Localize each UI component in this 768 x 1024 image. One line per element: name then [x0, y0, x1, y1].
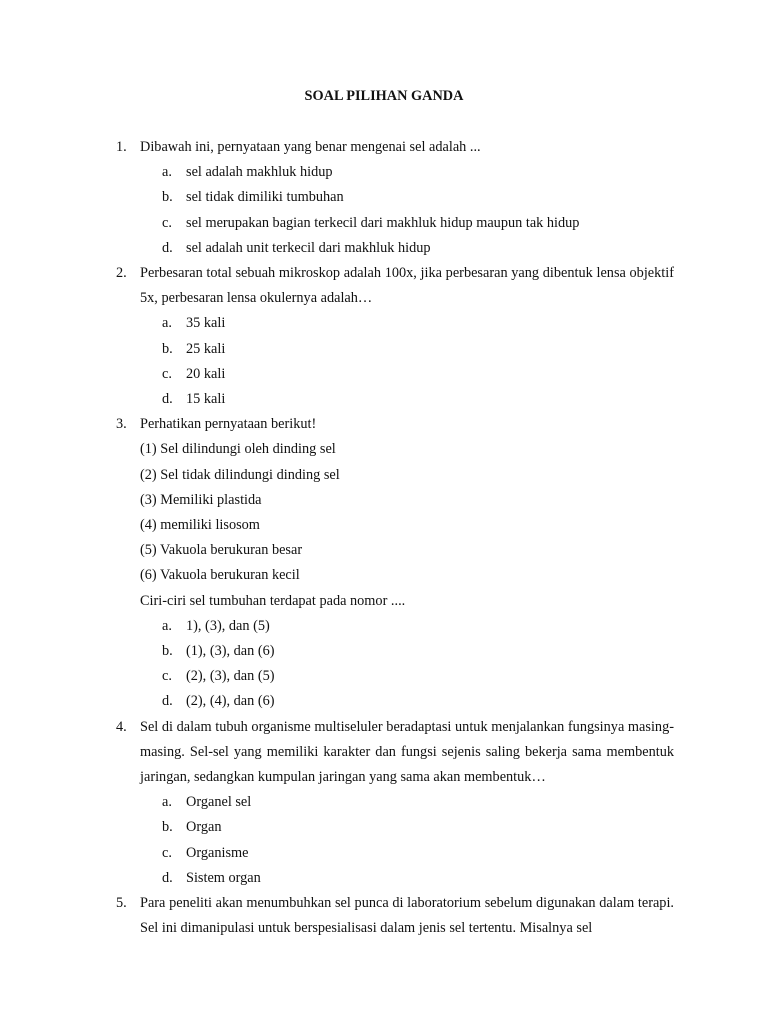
- option-text: sel adalah unit terkecil dari makhluk hidup: [186, 239, 431, 256]
- option-d: [162, 866, 674, 891]
- option-letter: a.: [162, 794, 172, 811]
- option-text: 20 kali: [186, 365, 226, 382]
- option-c: [162, 664, 674, 689]
- option-a: [162, 614, 674, 639]
- statement-6: (6) Vakuola berukuran kecil: [140, 567, 300, 584]
- option-d: [162, 236, 674, 261]
- option-letter: c.: [162, 365, 172, 382]
- question-prompt: Ciri-ciri sel tumbuhan terdapat pada nomor ....: [140, 592, 406, 609]
- option-letter: a.: [162, 164, 172, 181]
- option-d: [162, 387, 674, 412]
- option-letter: a.: [162, 315, 172, 332]
- option-c: [162, 362, 674, 387]
- question-4: [116, 715, 674, 891]
- option-list: [140, 160, 674, 261]
- option-a: [162, 790, 674, 815]
- option-b: [162, 815, 674, 840]
- option-text: Organ: [186, 819, 222, 836]
- question-text: Dibawah ini, pernyataan yang benar mengenai sel adalah ...: [140, 139, 481, 155]
- option-a: [162, 160, 674, 185]
- option-d: [162, 689, 674, 714]
- option-letter: b.: [162, 819, 173, 836]
- option-letter: d.: [162, 869, 173, 886]
- option-text: 35 kali: [186, 315, 226, 332]
- option-letter: b.: [162, 189, 173, 206]
- question-number: 2.: [116, 265, 127, 282]
- page-title: SOAL PILIHAN GANDA: [304, 88, 464, 104]
- option-text: sel adalah makhluk hidup: [186, 164, 333, 181]
- option-text: 25 kali: [186, 340, 226, 357]
- option-a: [162, 311, 674, 336]
- statement-4: (4) memiliki lisosom: [140, 517, 260, 534]
- question-2: [116, 261, 674, 412]
- question-list: [116, 135, 674, 942]
- option-text: sel merupakan bagian terkecil dari makhluk hidup maupun tak hidup: [186, 214, 580, 231]
- option-text: (1), (3), dan (6): [186, 643, 275, 660]
- option-letter: a.: [162, 617, 172, 634]
- option-text: sel tidak dimiliki tumbuhan: [186, 189, 344, 206]
- question-text: Perhatikan pernyataan berikut!: [140, 416, 317, 433]
- question-text: Sel di dalam tubuh organisme multiseluler beradaptasi untuk menjalankan fungsinya masing-masing. Sel-sel yang memiliki karakter dan fungsi sejenis saling bekerja sama membentuk jaringan, sedangkan kumpulan jaringan yang sama akan membentuk…: [140, 718, 674, 786]
- option-list: [140, 790, 674, 891]
- question-number: 1.: [116, 139, 127, 155]
- option-letter: c.: [162, 668, 172, 685]
- option-b: [162, 185, 674, 210]
- question-number: 4.: [116, 718, 127, 735]
- question-1: [116, 135, 674, 261]
- option-letter: b.: [162, 643, 173, 660]
- option-text: Organisme: [186, 844, 249, 861]
- option-c: [162, 211, 674, 236]
- option-text: (2), (3), dan (5): [186, 668, 275, 685]
- option-text: 1), (3), dan (5): [186, 617, 270, 634]
- option-text: (2), (4), dan (6): [186, 693, 275, 710]
- option-c: [162, 841, 674, 866]
- option-b: [162, 639, 674, 664]
- option-letter: c.: [162, 844, 172, 861]
- question-number: 5.: [116, 895, 127, 912]
- question-text: Para peneliti akan menumbuhkan sel punca di laboratorium sebelum digunakan dalam terapi. Sel ini dimanipulasi untuk berspesialisasi dalam jenis sel tertentu. Misalnya sel: [140, 895, 674, 937]
- statement-3: (3) Memiliki plastida: [140, 491, 262, 508]
- option-list: [140, 311, 674, 412]
- option-letter: d.: [162, 693, 173, 710]
- statement-2: (2) Sel tidak dilindungi dinding sel: [140, 466, 340, 483]
- option-text: 15 kali: [186, 391, 226, 408]
- question-3: [116, 412, 674, 714]
- question-number: 3.: [116, 416, 127, 433]
- option-list: [140, 614, 674, 715]
- statement-5: (5) Vakuola berukuran besar: [140, 542, 303, 559]
- option-letter: c.: [162, 214, 172, 231]
- option-b: [162, 337, 674, 362]
- statement-1: (1) Sel dilindungi oleh dinding sel: [140, 441, 336, 458]
- option-letter: d.: [162, 391, 173, 408]
- option-text: Sistem organ: [186, 869, 261, 886]
- option-letter: d.: [162, 239, 173, 256]
- question-text: Perbesaran total sebuah mikroskop adalah 100x, jika perbesaran yang dibentuk lensa objektif 5x, perbesaran lensa okulernya adalah…: [140, 265, 674, 307]
- question-5: [116, 891, 674, 941]
- option-letter: b.: [162, 340, 173, 357]
- option-text: Organel sel: [186, 794, 252, 811]
